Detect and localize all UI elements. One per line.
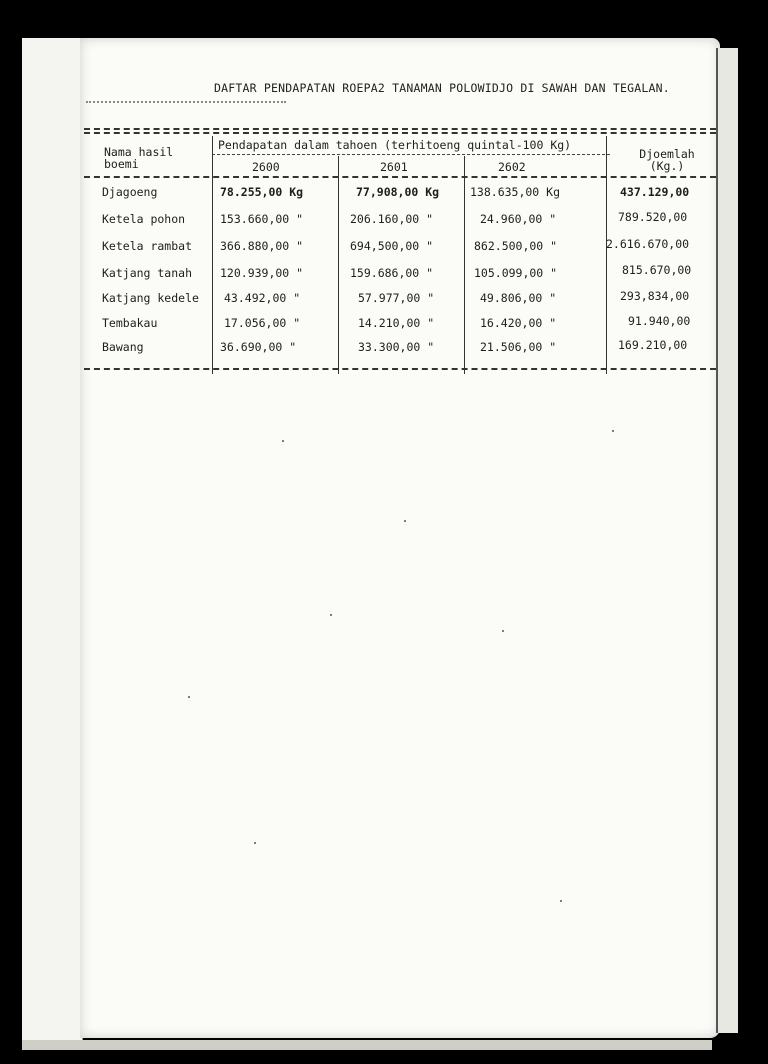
row-2601: 77,908,00 Kg bbox=[356, 185, 440, 199]
row-name: Bawang bbox=[102, 340, 144, 354]
row-2601: 57.977,00 " bbox=[358, 291, 435, 305]
header-total: Djoemlah (Kg.) bbox=[639, 147, 695, 173]
row-2600: 78.255,00 Kg bbox=[220, 185, 304, 199]
row-2602: 862.500,00 " bbox=[474, 239, 558, 253]
row-total: 2.616.670,00 bbox=[606, 237, 690, 251]
scan-speck bbox=[254, 842, 256, 844]
document-title: DAFTAR PENDAPATAN ROEPA2 TANAMAN POLOWIDJO DI SAWAH DAN TEGALAN. bbox=[214, 81, 670, 95]
scan-speck bbox=[188, 696, 190, 698]
row-2602: 16.420,00 " bbox=[480, 316, 557, 330]
row-total: 437.129,00 bbox=[620, 185, 690, 199]
scan-speck bbox=[560, 900, 562, 902]
row-name: Katjang tanah bbox=[102, 266, 193, 280]
scan-speck bbox=[502, 630, 504, 632]
column-divider bbox=[606, 136, 607, 374]
row-2602: 105.099,00 " bbox=[474, 266, 558, 280]
column-divider bbox=[212, 136, 213, 374]
header-bottom-rule bbox=[84, 176, 716, 178]
header-name: Nama hasil boemi bbox=[104, 145, 174, 171]
header-year-2600: 2600 bbox=[252, 160, 280, 174]
page-edge bbox=[716, 48, 738, 1033]
scan-speck bbox=[282, 440, 284, 442]
group-header-rule bbox=[212, 154, 610, 155]
row-2601: 206.160,00 " bbox=[350, 212, 434, 226]
left-page-strip bbox=[22, 38, 83, 1050]
row-name: Ketela pohon bbox=[102, 212, 186, 226]
header-income-group: Pendapatan dalam tahoen (terhitoeng quintal-100 Kg) bbox=[218, 138, 572, 152]
row-2602: 21.506,00 " bbox=[480, 340, 557, 354]
column-divider bbox=[464, 156, 465, 374]
row-total: 815.670,00 bbox=[622, 263, 692, 277]
row-name: Katjang kedele bbox=[102, 291, 199, 305]
column-divider bbox=[338, 156, 339, 374]
bottom-edge bbox=[22, 1040, 712, 1050]
row-total: 91.940,00 bbox=[628, 314, 691, 328]
row-2601: 14.210,00 " bbox=[358, 316, 435, 330]
table-top-rule-2 bbox=[84, 132, 716, 134]
row-total: 293,834,00 bbox=[620, 289, 690, 303]
row-name: Djagoeng bbox=[102, 185, 158, 199]
row-2600: 120.939,00 " bbox=[220, 266, 304, 280]
scan-speck bbox=[612, 430, 614, 432]
row-2600: 43.492,00 " bbox=[224, 291, 301, 305]
row-total: 169.210,00 bbox=[618, 338, 688, 352]
dotted-rule bbox=[86, 101, 286, 103]
row-name: Tembakau bbox=[102, 316, 158, 330]
row-name: Ketela rambat bbox=[102, 239, 193, 253]
row-2601: 694,500,00 " bbox=[350, 239, 434, 253]
row-2600: 36.690,00 " bbox=[220, 340, 297, 354]
yield-table bbox=[84, 126, 716, 374]
header-year-2602: 2602 bbox=[498, 160, 526, 174]
scan-speck bbox=[404, 520, 406, 522]
row-2600: 17.056,00 " bbox=[224, 316, 301, 330]
row-total: 789.520,00 bbox=[618, 210, 688, 224]
header-year-2601: 2601 bbox=[380, 160, 408, 174]
row-2601: 159.686,00 " bbox=[350, 266, 434, 280]
row-2600: 153.660,00 " bbox=[220, 212, 304, 226]
row-2601: 33.300,00 " bbox=[358, 340, 435, 354]
row-2602: 24.960,00 " bbox=[480, 212, 557, 226]
row-2600: 366.880,00 " bbox=[220, 239, 304, 253]
table-bottom-rule bbox=[84, 368, 716, 370]
row-2602: 49.806,00 " bbox=[480, 291, 557, 305]
scan-speck bbox=[330, 614, 332, 616]
row-2602: 138.635,00 Kg bbox=[470, 185, 561, 199]
table-top-rule bbox=[84, 128, 716, 130]
